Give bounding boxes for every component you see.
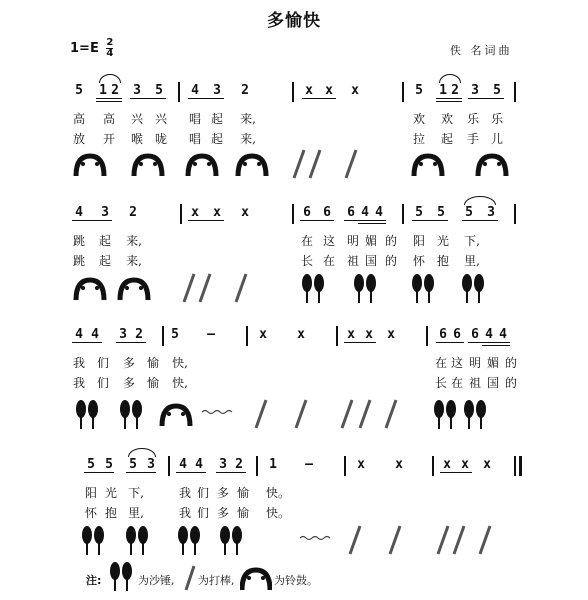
beam <box>440 472 472 473</box>
beam <box>436 101 462 102</box>
note: 5 <box>105 457 113 472</box>
lyric: 跳 <box>72 234 85 248</box>
stick-icon <box>294 150 304 178</box>
slur <box>128 448 156 457</box>
lyric: 快。 <box>266 506 291 520</box>
lyric: 欢 <box>412 112 425 126</box>
lyric: 高 <box>102 112 115 126</box>
lyric: 长 <box>434 376 447 390</box>
score-row-1 <box>0 80 588 200</box>
tambourine-icon <box>76 156 104 176</box>
beam <box>188 220 224 221</box>
note: 2 <box>451 83 459 98</box>
lyric: 阳 <box>84 486 97 500</box>
barline <box>514 82 516 102</box>
staff <box>0 454 588 480</box>
stick-icon <box>184 564 196 592</box>
lyric: 这 <box>322 234 335 248</box>
tambourine-icon <box>134 156 162 176</box>
wave-icon <box>202 411 232 414</box>
note: x <box>305 83 313 98</box>
lyric: 我 <box>178 506 191 520</box>
tambourine-icon <box>478 156 506 176</box>
note: 6 <box>303 205 311 220</box>
note: 4 <box>375 205 383 220</box>
lyric: 多 <box>122 376 135 390</box>
key-signature <box>70 38 113 59</box>
beam <box>358 223 386 224</box>
lyric: 多 <box>122 356 135 370</box>
note: 1 <box>269 457 277 472</box>
note: 4 <box>485 327 493 342</box>
maracas-icon <box>178 526 200 555</box>
lyric: 里, <box>128 506 144 520</box>
lyric: 怀 <box>412 254 425 268</box>
stick-icon <box>256 400 266 428</box>
note: 4 <box>361 205 369 220</box>
stick-icon <box>480 526 490 554</box>
note: x <box>357 457 365 472</box>
lyric: 光 <box>436 234 449 248</box>
lyric: 我 <box>178 486 191 500</box>
maracas-icon <box>220 526 242 555</box>
note: x <box>191 205 199 220</box>
beam <box>130 98 166 99</box>
beam <box>176 472 206 473</box>
tambourine-icon <box>238 156 266 176</box>
stick-icon <box>342 400 352 428</box>
note: 2 <box>135 327 143 342</box>
stick-icon <box>390 526 400 554</box>
note: 4 <box>191 83 199 98</box>
beam <box>482 345 510 346</box>
barline <box>178 82 180 102</box>
note: x <box>387 327 395 342</box>
barline <box>344 456 346 476</box>
note: 1 <box>439 83 447 98</box>
maracas-icon <box>434 400 456 429</box>
note: x <box>351 83 359 98</box>
lyric: 愉 <box>236 486 249 500</box>
note: 5 <box>437 205 445 220</box>
note: 3 <box>147 457 155 472</box>
note: x <box>297 327 305 342</box>
lyric: 愉 <box>146 376 159 390</box>
lyric: 光 <box>104 486 117 500</box>
beam <box>344 342 376 343</box>
lyric: 快。 <box>266 486 291 500</box>
stick-icon <box>346 150 356 178</box>
maracas-icon <box>354 274 376 303</box>
lyric: 在 <box>450 376 463 390</box>
beam <box>468 98 504 99</box>
score-row-4 <box>0 454 588 574</box>
note: 5 <box>465 205 473 220</box>
lyric: 这 <box>450 356 463 370</box>
barline <box>168 456 170 476</box>
note: 5 <box>415 205 423 220</box>
note: 5 <box>493 83 501 98</box>
time-signature <box>106 38 113 59</box>
instrument-row <box>60 272 540 312</box>
lyric: 来, <box>126 234 142 248</box>
time-denominator: 4 <box>106 48 114 59</box>
legend-prefix: 注: <box>86 574 102 587</box>
note: x <box>443 457 451 472</box>
staff <box>0 324 588 350</box>
note: x <box>365 327 373 342</box>
tambourine-icon <box>188 156 216 176</box>
note: 3 <box>133 83 141 98</box>
author-credit: 佚 名词曲 <box>450 44 513 57</box>
beam <box>72 220 112 221</box>
lyric: 阳 <box>412 234 425 248</box>
tambourine-icon <box>414 156 442 176</box>
lyric: 高 <box>72 112 85 126</box>
lyric: 下, <box>464 234 480 248</box>
barline <box>292 204 294 224</box>
lyric: 抱 <box>436 254 449 268</box>
beam <box>462 220 498 221</box>
tambourine-icon <box>240 566 272 592</box>
lyric: 们 <box>196 486 209 500</box>
lyric: 多 <box>216 486 229 500</box>
legend-maracas-text: 为沙锤, <box>138 574 175 587</box>
lyric: 乐 <box>490 112 503 126</box>
lyric: 里, <box>464 254 480 268</box>
staff <box>0 202 588 228</box>
key-label: 1=E <box>70 41 99 56</box>
lyric: 愉 <box>146 356 159 370</box>
beam <box>302 98 336 99</box>
note: x <box>325 83 333 98</box>
note: 4 <box>499 327 507 342</box>
lyric: 唱 <box>188 132 201 146</box>
tambourine-icon <box>120 280 148 300</box>
legend-stick-text: 为打棒, <box>198 574 235 587</box>
barline <box>402 82 404 102</box>
final-barline <box>519 456 522 476</box>
note: 1 <box>99 83 107 98</box>
maracas-icon <box>120 400 142 429</box>
stick-icon <box>386 400 396 428</box>
barline <box>162 326 164 346</box>
lyric: 媚 <box>364 234 377 248</box>
note: 5 <box>415 83 423 98</box>
lyric: 放 <box>72 132 85 146</box>
lyric: 媚 <box>486 356 499 370</box>
beam <box>216 472 246 473</box>
note: 5 <box>75 83 83 98</box>
lyric: 在 <box>322 254 335 268</box>
lyric: 明 <box>468 356 481 370</box>
maracas-icon <box>464 400 486 429</box>
barline <box>180 204 182 224</box>
legend-tambourine-text: 为铃鼓。 <box>274 574 318 587</box>
note: 4 <box>195 457 203 472</box>
beam <box>96 101 122 102</box>
stick-icon <box>350 526 360 554</box>
lyric: 来, <box>240 132 256 146</box>
note: 5 <box>129 457 137 472</box>
barline <box>246 326 248 346</box>
note: 3 <box>487 205 495 220</box>
maracas-icon <box>302 274 324 303</box>
lyric: 起 <box>98 234 111 248</box>
lyric: 开 <box>102 132 115 146</box>
time-numerator: 2 <box>106 37 114 48</box>
note: 2 <box>235 457 243 472</box>
note: x <box>483 457 491 472</box>
note: x <box>259 327 267 342</box>
note: 5 <box>87 457 95 472</box>
beam <box>116 342 146 343</box>
barline <box>432 456 434 476</box>
maracas-icon <box>82 526 104 555</box>
note: 6 <box>471 327 479 342</box>
note: 5 <box>155 83 163 98</box>
lyric: 多 <box>216 506 229 520</box>
stick-icon <box>310 150 320 178</box>
note: x <box>395 457 403 472</box>
tambourine-icon <box>162 406 190 426</box>
lyric: 们 <box>96 376 109 390</box>
beam <box>344 220 386 221</box>
lyric: 的 <box>504 356 517 370</box>
beam <box>96 98 122 99</box>
note: 3 <box>119 327 127 342</box>
note: 6 <box>347 205 355 220</box>
note: 2 <box>241 83 249 98</box>
score-row-3 <box>0 324 588 444</box>
maracas-icon <box>110 562 134 592</box>
beam <box>126 472 156 473</box>
lyric: 拉 <box>412 132 425 146</box>
lyric: 起 <box>440 132 453 146</box>
note: 3 <box>219 457 227 472</box>
lyric: 兴 <box>130 112 143 126</box>
stick-icon <box>236 274 246 302</box>
lyric: 在 <box>434 356 447 370</box>
note: 5 <box>171 327 179 342</box>
note: 2 <box>129 205 137 220</box>
note: x <box>461 457 469 472</box>
lyric: 快, <box>172 376 188 390</box>
note: 4 <box>179 457 187 472</box>
lyric: 长 <box>300 254 313 268</box>
barline <box>514 456 516 476</box>
lyric: 的 <box>504 376 517 390</box>
lyric: 我 <box>72 376 85 390</box>
lyric: 国 <box>364 254 377 268</box>
lyric: 们 <box>96 356 109 370</box>
lyric: 祖 <box>346 254 359 268</box>
note: 3 <box>471 83 479 98</box>
lyric: 来, <box>126 254 142 268</box>
beam <box>436 98 462 99</box>
lyric: 兴 <box>154 112 167 126</box>
lyric: 跳 <box>72 254 85 268</box>
stick-icon <box>438 526 448 554</box>
lyric: 下, <box>128 486 144 500</box>
note: – <box>305 457 313 472</box>
lyric: 欢 <box>440 112 453 126</box>
lyric: 唱 <box>188 112 201 126</box>
note: 4 <box>75 327 83 342</box>
instrument-row <box>60 524 540 564</box>
lyric: 来, <box>240 112 256 126</box>
lyric: 国 <box>486 376 499 390</box>
maracas-icon <box>462 274 484 303</box>
beam <box>300 220 334 221</box>
lyric: 在 <box>300 234 313 248</box>
beam <box>188 98 224 99</box>
lyric: 们 <box>196 506 209 520</box>
note: x <box>347 327 355 342</box>
beam <box>436 342 464 343</box>
note: 6 <box>453 327 461 342</box>
note: x <box>213 205 221 220</box>
note: – <box>207 327 215 342</box>
lyric: 起 <box>210 132 223 146</box>
lyric: 抱 <box>104 506 117 520</box>
stick-icon <box>454 526 464 554</box>
beam <box>468 342 510 343</box>
lyric: 乐 <box>466 112 479 126</box>
maracas-icon <box>412 274 434 303</box>
wave-icon <box>300 537 330 540</box>
note: 3 <box>101 205 109 220</box>
barline <box>256 456 258 476</box>
song-title: 多愉快 <box>267 11 321 31</box>
lyric: 怀 <box>84 506 97 520</box>
lyric: 手 <box>466 132 479 146</box>
lyric: 起 <box>98 254 111 268</box>
note: 4 <box>91 327 99 342</box>
maracas-icon <box>126 526 148 555</box>
score-row-2 <box>0 202 588 322</box>
instrument-row <box>60 398 540 438</box>
staff <box>0 80 588 106</box>
note: 6 <box>439 327 447 342</box>
lyric: 的 <box>384 234 397 248</box>
beam <box>84 472 114 473</box>
stick-icon <box>200 274 210 302</box>
note: 6 <box>323 205 331 220</box>
barline <box>514 204 516 224</box>
lyric: 明 <box>346 234 359 248</box>
beam <box>72 342 102 343</box>
stick-icon <box>360 400 370 428</box>
slur <box>439 74 461 83</box>
lyric: 咙 <box>154 132 167 146</box>
barline <box>336 326 338 346</box>
barline <box>402 204 404 224</box>
stick-icon <box>184 274 194 302</box>
lyric: 喉 <box>130 132 143 146</box>
lyric: 的 <box>384 254 397 268</box>
beam <box>412 220 448 221</box>
maracas-icon <box>76 400 98 429</box>
lyric: 儿 <box>490 132 503 146</box>
note: 4 <box>75 205 83 220</box>
stick-icon <box>296 400 306 428</box>
lyric: 起 <box>210 112 223 126</box>
tambourine-icon <box>76 280 104 300</box>
barline <box>426 326 428 346</box>
lyric: 愉 <box>236 506 249 520</box>
slur <box>99 74 121 83</box>
instrument-row <box>60 148 540 188</box>
lyric: 快, <box>172 356 188 370</box>
note: 2 <box>111 83 119 98</box>
barline <box>292 82 294 102</box>
lyric: 我 <box>72 356 85 370</box>
lyric: 祖 <box>468 376 481 390</box>
note: x <box>241 205 249 220</box>
note: 3 <box>213 83 221 98</box>
